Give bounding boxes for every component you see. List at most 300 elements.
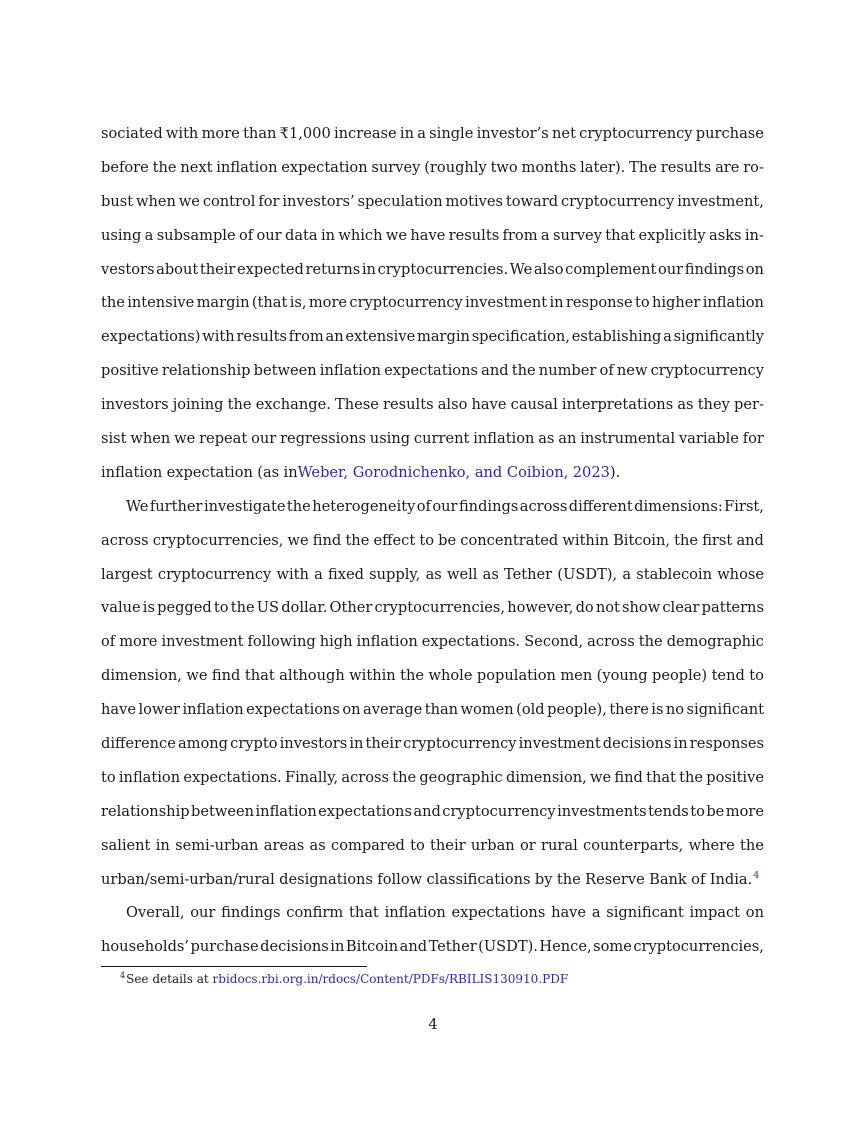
word: establishing	[571, 328, 662, 346]
word: dimensions:	[634, 497, 723, 515]
word: as	[538, 430, 555, 448]
word: Tether	[428, 938, 477, 956]
word: our	[190, 904, 216, 922]
word: than	[243, 125, 277, 142]
word: the	[392, 768, 417, 786]
word: also	[533, 260, 564, 278]
word: or	[519, 836, 536, 854]
word: Reserve	[585, 870, 645, 888]
text-line-with-footnote	[101, 863, 764, 897]
word: later).	[580, 158, 626, 176]
word: (young	[596, 667, 648, 685]
word: We	[509, 260, 533, 278]
text-line	[101, 354, 764, 388]
word: supply,	[369, 565, 421, 583]
word: clear	[662, 599, 700, 617]
word: results	[236, 328, 287, 346]
word: investments	[557, 802, 647, 820]
word: as	[677, 396, 694, 414]
word: more	[725, 802, 764, 820]
word: however,	[507, 599, 574, 617]
word: cryptocurrency	[650, 362, 764, 380]
word: significant	[686, 701, 764, 719]
word: and	[399, 938, 428, 956]
word: single	[429, 125, 474, 142]
word: with	[165, 125, 199, 142]
word: different	[568, 497, 633, 515]
word: the	[740, 836, 764, 854]
word: positive	[706, 768, 764, 786]
footnote-divider	[101, 966, 367, 967]
word: have	[551, 904, 587, 922]
word: (roughly	[424, 158, 487, 176]
word: in	[549, 294, 564, 312]
text-line	[101, 286, 764, 320]
word: margin	[196, 294, 250, 312]
word: dimension,	[505, 768, 587, 786]
word: findings	[458, 497, 519, 515]
word: asks	[709, 226, 742, 244]
word: the	[101, 294, 125, 312]
word: that	[646, 768, 676, 786]
word: regressions	[280, 430, 366, 448]
word: compared	[331, 836, 405, 854]
word: next	[180, 158, 213, 176]
word: on	[745, 904, 764, 922]
word: find	[312, 531, 342, 549]
word: relationship	[161, 362, 251, 380]
word: cryptocurrency	[442, 802, 556, 820]
word: inflation	[255, 802, 317, 820]
word: motives	[445, 192, 504, 210]
word: than	[424, 701, 459, 719]
word: toward	[505, 192, 559, 210]
word: vestors	[101, 260, 155, 278]
word: the	[152, 158, 177, 176]
citation-year-link[interactable]: 2023	[572, 463, 610, 481]
word: expectations	[318, 802, 412, 820]
word: our	[256, 226, 282, 244]
word: two	[490, 158, 518, 176]
word: increase	[333, 125, 397, 142]
page-number: 4	[428, 1016, 438, 1033]
word: classifications	[426, 870, 531, 888]
word: subsample	[156, 226, 236, 244]
word: the	[286, 497, 311, 515]
word: urban	[470, 836, 515, 854]
word: when	[135, 192, 176, 210]
word: whole	[428, 667, 473, 685]
word: that	[348, 904, 379, 922]
word: and	[736, 531, 764, 549]
word: complement	[565, 260, 657, 278]
word: investment	[161, 633, 244, 651]
body-text	[101, 117, 764, 964]
word: of	[101, 633, 116, 651]
word: (that	[251, 294, 288, 312]
word: Overall,	[126, 904, 185, 922]
word: instrumental	[580, 430, 676, 448]
word: impact	[689, 904, 741, 922]
word: counterparts,	[583, 836, 684, 854]
word: cryptocurrency	[349, 294, 463, 312]
footnote-mark-link[interactable]: 4	[753, 869, 760, 881]
word: a	[417, 125, 426, 142]
word: effect	[373, 531, 416, 549]
word: cryptocurrency	[157, 565, 272, 583]
word: exchange.	[255, 396, 331, 414]
word: in	[361, 260, 376, 278]
word: we	[385, 226, 407, 244]
word: repeat	[199, 430, 248, 448]
word: response	[565, 294, 633, 312]
text-line	[101, 490, 764, 524]
text-line	[101, 151, 764, 185]
word: geographic	[419, 768, 503, 786]
word: investors’	[282, 192, 355, 210]
word: findings	[684, 260, 745, 278]
word: the	[679, 768, 704, 786]
word: inflation	[356, 633, 418, 651]
word: The	[629, 158, 657, 176]
word: high	[319, 633, 353, 651]
word: of	[599, 362, 614, 380]
word: inflation	[182, 701, 244, 719]
word: expectations	[384, 362, 478, 380]
text-line	[101, 219, 764, 253]
footnote-url-link[interactable]: rbidocs.rbi.org.in/rdocs/Content/PDFs/RBILIS130910.PDF	[212, 972, 569, 986]
word: rural	[541, 836, 578, 854]
word: that	[605, 226, 636, 244]
word: Tether	[504, 565, 553, 583]
word: purchase	[695, 125, 764, 142]
text-line	[101, 693, 764, 727]
word: be	[706, 802, 725, 820]
word: expectations.	[421, 633, 521, 651]
word: These	[335, 396, 379, 414]
word: by	[534, 870, 553, 888]
word: expectations)	[101, 328, 201, 346]
word: in	[283, 463, 298, 481]
word: and	[481, 362, 509, 380]
word: our	[251, 430, 277, 448]
text-line	[101, 524, 764, 558]
word: survey	[371, 158, 421, 176]
word: designations	[279, 870, 373, 888]
word: cryptocurrency	[403, 735, 517, 753]
word: salient	[101, 836, 151, 854]
word: find	[211, 667, 241, 685]
word: inflation	[216, 158, 278, 176]
word: investors	[101, 396, 169, 414]
text-line	[101, 896, 764, 930]
word: cryptocurrency	[560, 192, 675, 210]
word: with	[276, 565, 309, 583]
word: net	[552, 125, 576, 142]
word: ro-	[743, 158, 764, 176]
citation-link[interactable]: Weber, Gorodnichenko, and Coibion,	[297, 463, 569, 481]
word: of	[691, 870, 706, 888]
word: in	[349, 735, 364, 753]
text-line	[101, 253, 764, 287]
word: India.	[709, 870, 753, 888]
word: control	[202, 192, 256, 210]
text-line	[101, 829, 764, 863]
word: expected	[237, 260, 304, 278]
word: inflation	[473, 430, 535, 448]
word: across	[101, 531, 149, 549]
word: current	[413, 430, 470, 448]
word: intensive	[127, 294, 195, 312]
word: sist	[101, 430, 127, 448]
word: from	[502, 226, 538, 244]
word: Second,	[524, 633, 584, 651]
word: semi-urban	[175, 836, 259, 854]
word: extensive	[345, 328, 416, 346]
word: there	[609, 701, 649, 719]
word: when	[130, 430, 171, 448]
word: with	[202, 328, 235, 346]
word: inflation	[101, 463, 163, 481]
word: we	[178, 192, 200, 210]
word: number	[538, 362, 597, 380]
word: specification,	[471, 328, 570, 346]
text-line	[101, 117, 764, 151]
word: first	[702, 531, 733, 549]
word: have	[101, 701, 136, 719]
word: using	[101, 226, 142, 244]
word: largest	[101, 565, 153, 583]
word: more	[201, 125, 240, 142]
word: we	[590, 768, 612, 786]
word: an	[325, 328, 344, 346]
word: results	[448, 226, 500, 244]
word: of	[416, 497, 431, 515]
word: inflation	[384, 904, 446, 922]
word: for	[742, 430, 764, 448]
footnote-text: See details at	[126, 972, 209, 986]
text-line	[101, 422, 764, 456]
word: value	[101, 599, 141, 617]
word: ₹1,000	[279, 125, 331, 142]
word: for	[258, 192, 280, 210]
word: find	[614, 768, 643, 786]
word: urban/semi-urban/rural	[101, 870, 275, 888]
word: confirm	[286, 904, 344, 922]
word: fixed	[328, 565, 364, 583]
word: in	[320, 226, 336, 244]
word: responses	[689, 735, 764, 753]
word: concentrated	[460, 531, 559, 549]
word: Hence,	[539, 938, 592, 956]
text-line	[101, 185, 764, 219]
word: decisions	[260, 938, 329, 956]
word: difference	[101, 735, 176, 753]
word: in	[330, 938, 345, 956]
word: investment,	[677, 192, 764, 210]
word: findings	[221, 904, 281, 922]
word: survey	[552, 226, 602, 244]
word: Finally,	[284, 768, 339, 786]
word: to	[213, 599, 229, 617]
citation-close: ).	[609, 463, 621, 481]
word: men	[560, 667, 593, 685]
word: in	[673, 735, 688, 753]
word: to	[690, 802, 705, 820]
word: which	[338, 226, 383, 244]
word: expectations	[451, 904, 546, 922]
word: cryptocurrencies,	[633, 938, 764, 956]
word: and	[413, 802, 441, 820]
word: we	[287, 531, 309, 549]
word: pegged	[157, 599, 212, 617]
word: cryptocurrency	[579, 125, 693, 142]
word: expectation	[281, 158, 368, 176]
text-line	[101, 727, 764, 761]
word: also	[437, 396, 468, 414]
word: across	[341, 768, 389, 786]
word: (old	[516, 701, 545, 719]
word: show	[622, 599, 661, 617]
word: following	[247, 633, 316, 651]
word: to	[634, 294, 650, 312]
word: within	[349, 667, 396, 685]
text-line	[101, 761, 764, 795]
word: we	[174, 430, 196, 448]
word: across	[519, 497, 568, 515]
word: the	[511, 362, 536, 380]
text-line	[101, 388, 764, 422]
word: across	[587, 633, 635, 651]
word: women	[460, 701, 514, 719]
word: higher	[651, 294, 701, 312]
word: of	[238, 226, 254, 244]
word: to	[101, 768, 116, 786]
word: as	[482, 565, 499, 583]
word: new	[616, 362, 648, 380]
word: tend	[711, 667, 745, 685]
word: Bitcoin,	[613, 531, 670, 549]
word: purchase	[190, 938, 259, 956]
word: inflation	[702, 294, 764, 312]
word: about	[156, 260, 199, 278]
word: to	[749, 667, 764, 685]
word: bust	[101, 192, 134, 210]
word: tends	[648, 802, 689, 820]
word: as	[309, 836, 326, 854]
word: investment	[465, 294, 548, 312]
word: lower	[138, 701, 180, 719]
word: further	[149, 497, 203, 515]
word: follow	[377, 870, 423, 888]
word: among	[177, 735, 229, 753]
word: speculation	[357, 192, 443, 210]
text-line	[101, 659, 764, 693]
word: inflation	[319, 362, 382, 380]
text-line	[101, 795, 764, 829]
text-line	[101, 930, 764, 964]
word: where	[688, 836, 735, 854]
text-line	[101, 625, 764, 659]
word: in-	[744, 226, 764, 244]
word: using	[369, 430, 411, 448]
word: variable	[678, 430, 739, 448]
word: significant	[606, 904, 684, 922]
word: the	[227, 396, 252, 414]
word: relationship	[101, 802, 190, 820]
word: population	[476, 667, 556, 685]
word: positive	[101, 362, 159, 380]
word: stablecoin	[636, 565, 712, 583]
word: significantly	[673, 328, 764, 346]
word: no	[665, 701, 685, 719]
word: as	[425, 565, 442, 583]
word: the	[556, 870, 581, 888]
text-line	[101, 591, 764, 625]
word: do	[575, 599, 594, 617]
word: a	[144, 226, 154, 244]
word: our	[432, 497, 458, 515]
word: households’	[101, 938, 190, 956]
word: is,	[289, 294, 307, 312]
word: investors	[279, 735, 348, 753]
word: results	[660, 158, 712, 176]
word: is	[651, 701, 664, 719]
word: months	[521, 158, 577, 176]
word: some	[593, 938, 632, 956]
word: dimension,	[101, 667, 182, 685]
word: within	[562, 531, 609, 549]
word: crypto	[230, 735, 278, 753]
word: (USDT).	[478, 938, 538, 956]
word: Bitcoin	[345, 938, 399, 956]
word: their	[430, 836, 466, 854]
word: returns	[305, 260, 361, 278]
word: to	[419, 531, 434, 549]
word: decisions	[602, 735, 672, 753]
word: investigate	[203, 497, 286, 515]
word: (as	[257, 463, 280, 481]
word: expectations.	[183, 768, 282, 786]
word: an	[558, 430, 577, 448]
word: on	[342, 701, 361, 719]
word: their	[199, 260, 236, 278]
word: to	[410, 836, 425, 854]
word: a	[540, 226, 550, 244]
word: have	[410, 226, 446, 244]
word: areas	[263, 836, 305, 854]
word: the	[638, 633, 663, 651]
word: between	[191, 802, 255, 820]
word: patterns	[701, 599, 764, 617]
footnote	[120, 970, 568, 990]
word: the	[674, 531, 699, 549]
word: joining	[172, 396, 224, 414]
word: results	[383, 396, 434, 414]
word: the	[345, 531, 370, 549]
word: a	[663, 328, 672, 346]
word: We	[126, 497, 149, 515]
word: between	[253, 362, 317, 380]
word: per-	[733, 396, 764, 414]
word: investment	[518, 735, 601, 753]
word: a	[591, 904, 601, 922]
text-line-with-citation	[101, 456, 764, 490]
word: (USDT),	[557, 565, 618, 583]
word: cryptocurrencies,	[374, 599, 506, 617]
word: expectations	[246, 701, 340, 719]
text-line	[101, 558, 764, 592]
